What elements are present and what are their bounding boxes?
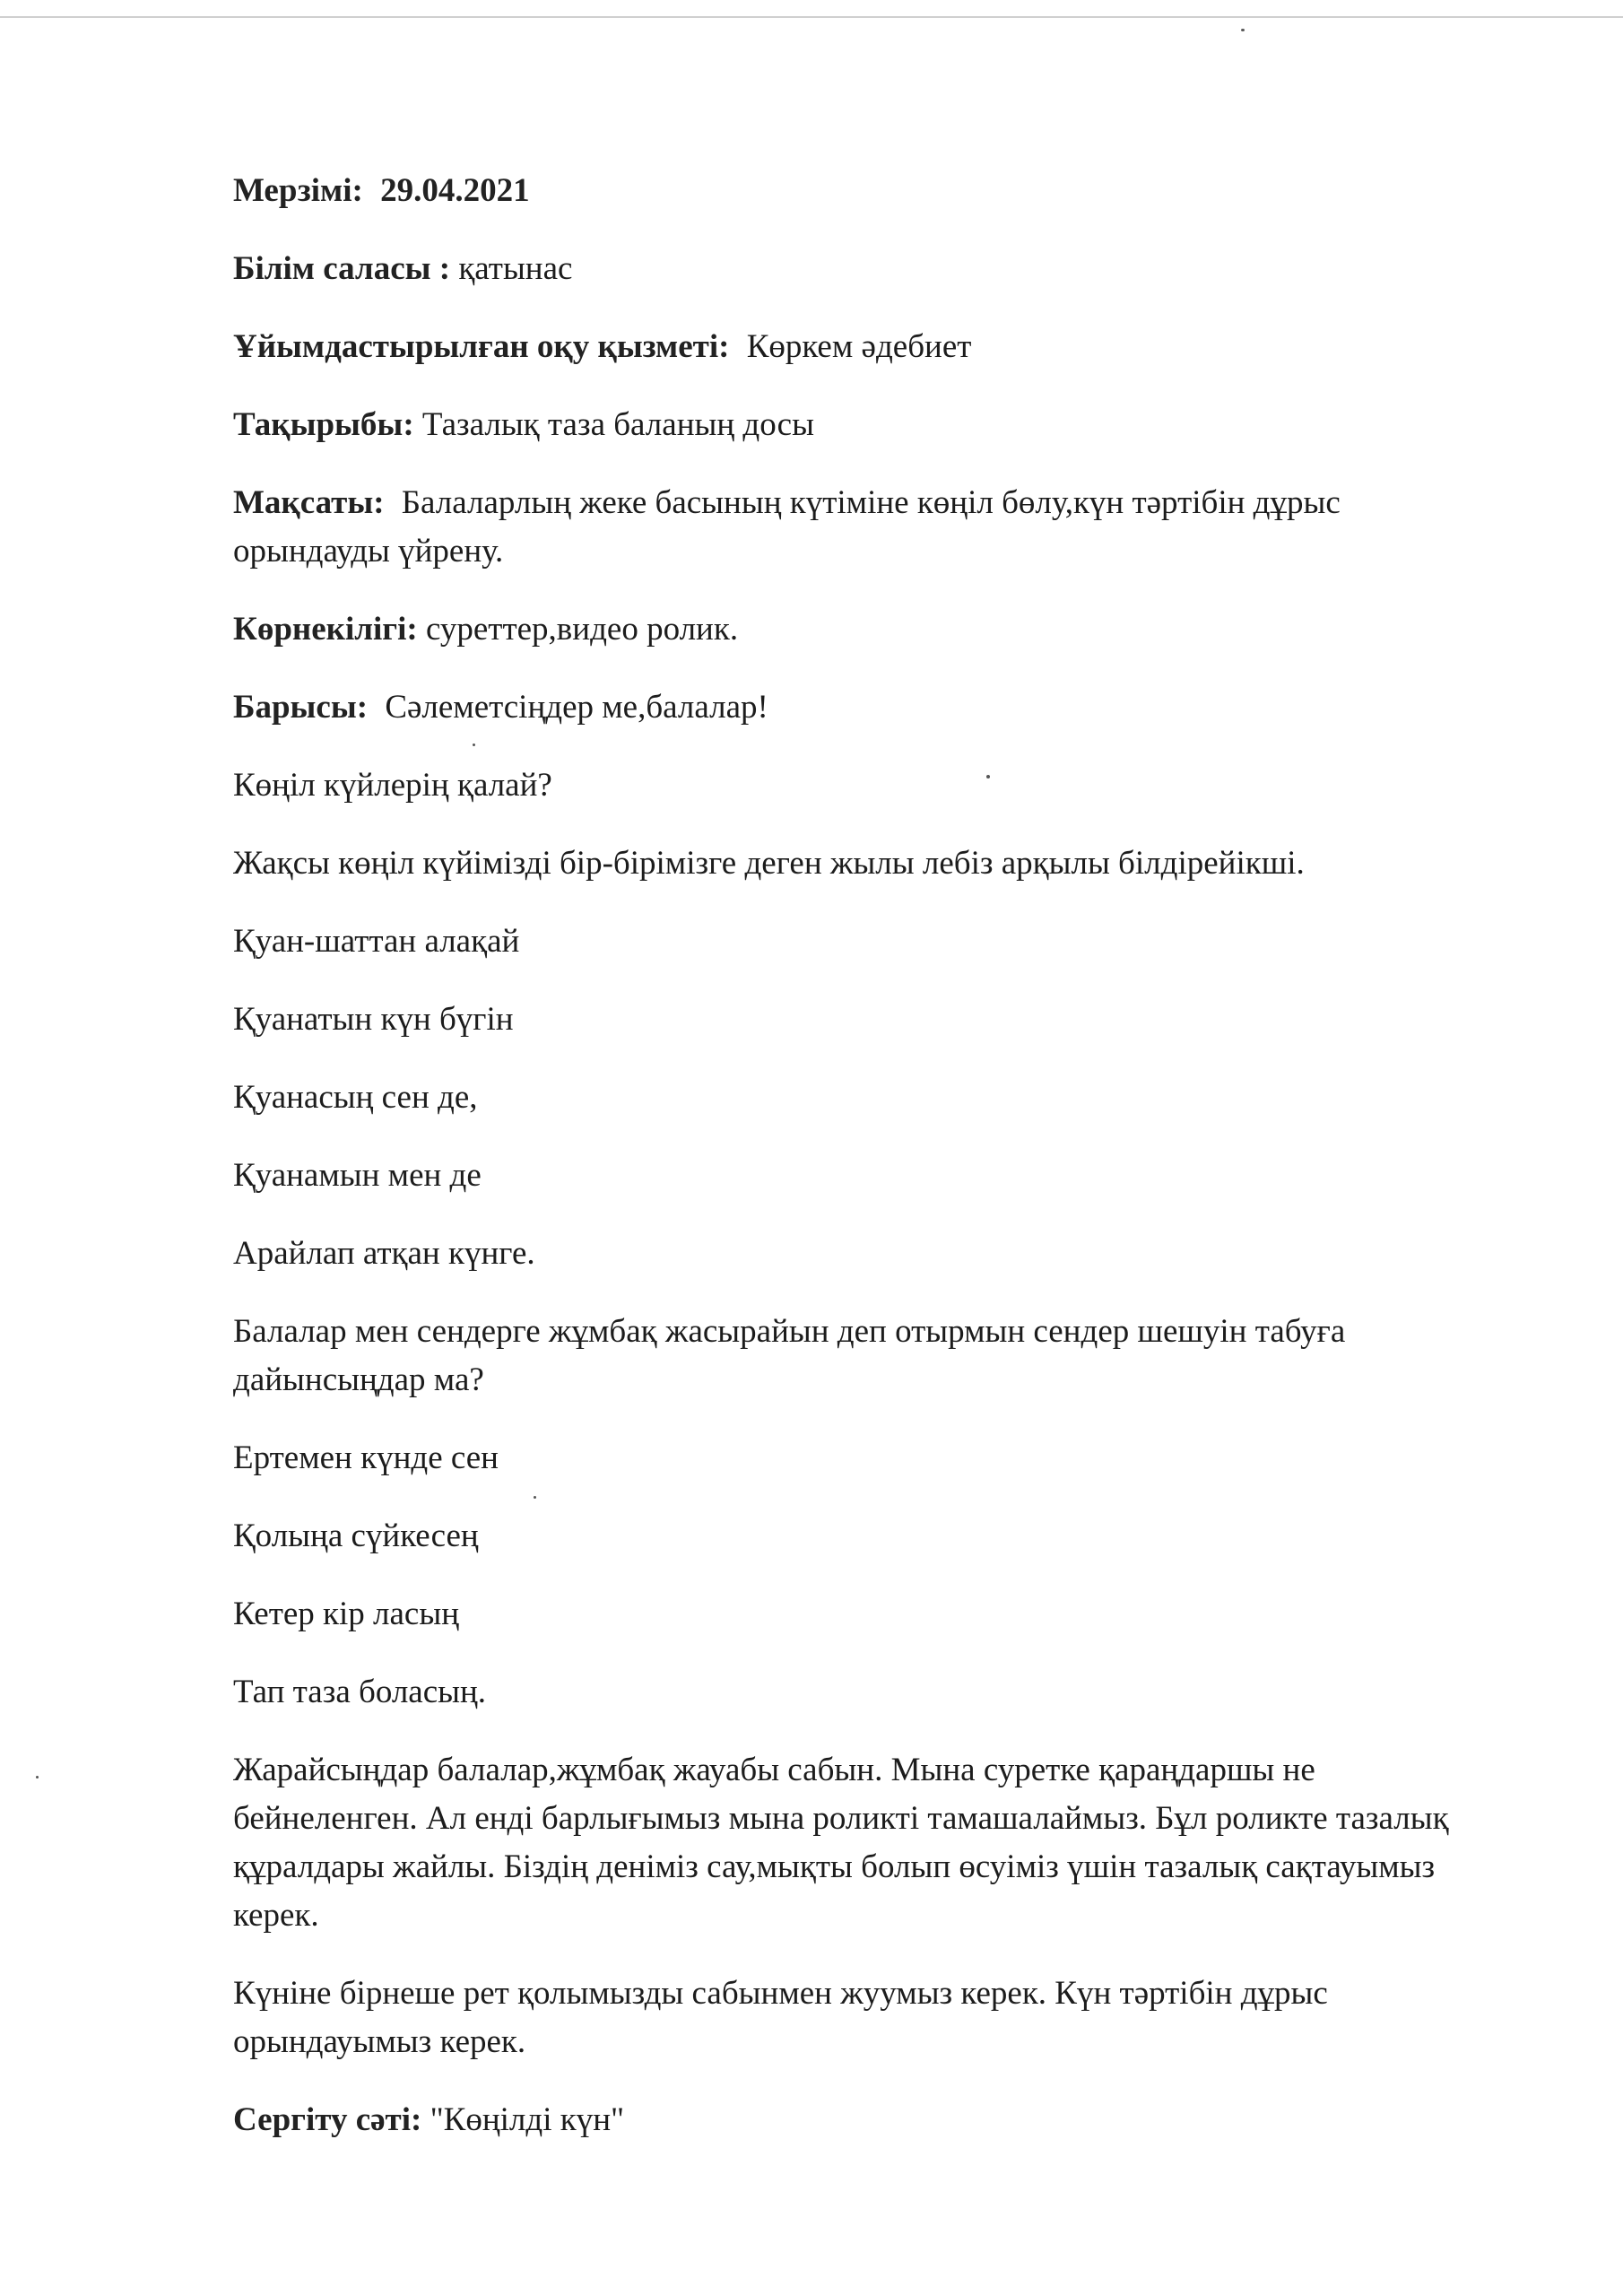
date-label: Мерзімі: (233, 172, 363, 209)
document-page (233, 167, 1524, 2174)
goal-label: Мақсаты: (233, 484, 385, 521)
body-paragraph: Көңіл күйлерің қалай? (233, 767, 552, 804)
body-paragraph: Күніне бірнеше рет қолымызды сабынмен жуумыз керек. Күн тәртібін дұрыс орындауымыз керек. (233, 1975, 1328, 2060)
body-paragraph: Жарайсыңдар балалар,жұмбақ жауабы сабын. Мына суретке қараңдаршы не бейнеленген. Ал енді барлығымыз мына роликті тамашалаймыз. Бұл роликте тазалық құралдары жайлы. Біздің деніміз сау,мықты болып өсуіміз үшін тазалық сақтауымыз керек. (233, 1752, 1449, 1934)
activity-label: Ұйымдастырылған оқу қызметі: (233, 328, 730, 365)
goal-value: Балаларлың жеке басының күтіміне көңіл бөлу,күн тәртібін дұрыс орындауды үйрену. (233, 484, 1341, 570)
riddle-line: Кетер кір ласың (233, 1596, 460, 1632)
course-line (233, 683, 1524, 732)
poem-line: Қуанамын мен де (233, 1157, 482, 1194)
field-value: қатынас (458, 250, 573, 287)
scan-speck (36, 1776, 39, 1779)
poem-line: Қуанатын күн бүгін (233, 1001, 514, 1038)
visuals-label: Көрнекілігі: (233, 611, 418, 648)
activity-line (233, 323, 1524, 371)
riddle-line: Қолыңа сүйкесең (233, 1518, 479, 1554)
visuals-value: суреттер,видео ролик. (425, 611, 739, 648)
goal-line (233, 479, 1426, 576)
topic-label: Тақырыбы: (233, 406, 414, 443)
course-value: Сәлеметсіңдер ме,балалар! (385, 689, 768, 726)
scan-speck (986, 775, 990, 778)
course-label: Барысы: (233, 689, 369, 726)
date-line (233, 167, 1524, 215)
exercise-value: "Көңілді күн" (430, 2101, 625, 2138)
exercise-label: Сергіту сәті: (233, 2101, 422, 2138)
visuals-line (233, 605, 1524, 654)
topic-value: Тазалық таза баланың досы (421, 406, 814, 443)
poem-line: Қуанасың сен де, (233, 1079, 478, 1116)
field-line (233, 245, 1524, 293)
scan-speck (534, 1496, 536, 1499)
riddle-line: Ертемен күнде сен (233, 1439, 499, 1476)
exercise-line (233, 2096, 1524, 2144)
poem-line: Қуан-шаттан алақай (233, 923, 520, 960)
field-label: Білім саласы : (233, 250, 451, 287)
topic-line (233, 401, 1524, 449)
riddle-line: Тап таза боласың. (233, 1674, 487, 1710)
date-value: 29.04.2021 (380, 172, 530, 209)
scan-edge-line (0, 16, 1623, 18)
scan-speck (1241, 29, 1245, 31)
scan-speck (473, 744, 475, 746)
body-paragraph: Балалар мен сендерге жұмбақ жасырайын деп отырмын сендер шешуін табуға дайынсыңдар ма? (233, 1313, 1346, 1398)
activity-value: Көркем әдебиет (746, 328, 972, 365)
body-paragraph: Жақсы көңіл күйімізді бір-бірімізге деген жылы лебіз арқылы білдірейікші. (233, 845, 1305, 882)
poem-line: Арайлап атқан күнге. (233, 1235, 535, 1272)
